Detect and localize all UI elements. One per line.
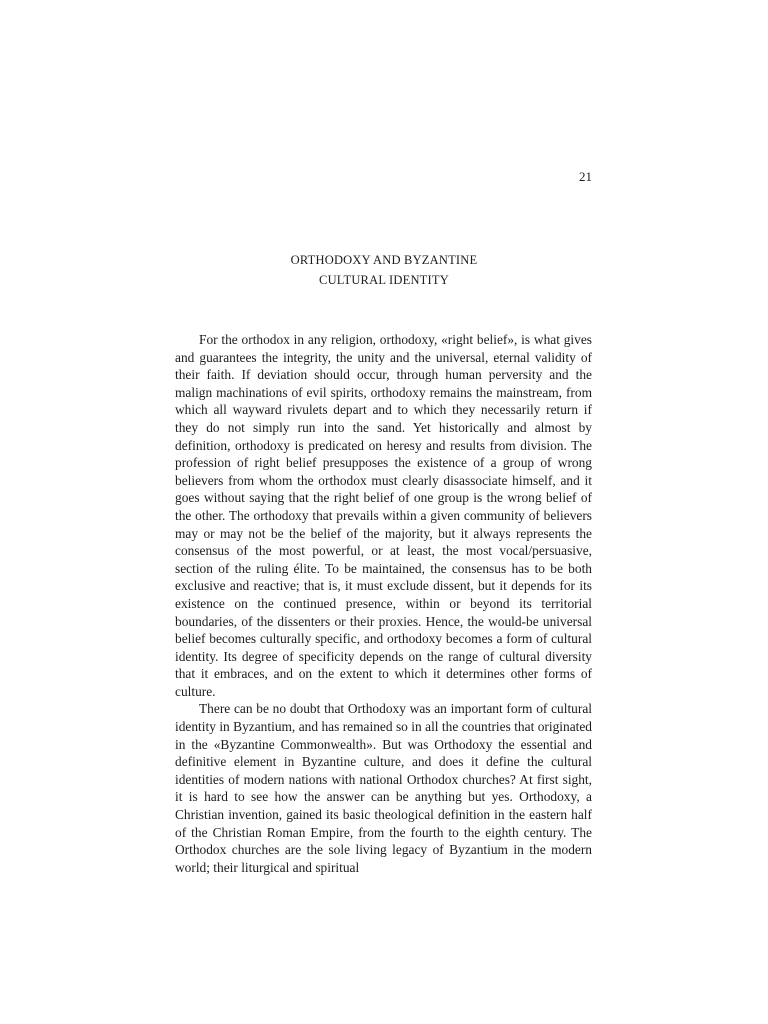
- paragraph-2: There can be no doubt that Orthodoxy was an important form of cultural identity in Byzantium, and has remained so in all the countries that originated in the «Byzantine Commonwealth». But was Orthodoxy the essential and definitive element in Byzantine culture, and does it define the cultural identities of modern nations with national Orthodox churches? At first sight, it is hard to see how the answer can be anything but yes. Orthodoxy, a Christian invention, gained its basic theological definition in the eastern half of the Christian Roman Empire, from the fourth to the eighth century. The Orthodox churches are the sole living legacy of Byzantium in the modern world; their liturgical and spiritual: [175, 701, 592, 875]
- chapter-title: [172, 250, 596, 290]
- body-text: [175, 331, 592, 876]
- chapter-title-line-1: ORTHODOXY AND BYZANTINE: [290, 253, 478, 267]
- chapter-title-line-2: CULTURAL IDENTITY: [319, 273, 449, 287]
- paragraph-1: For the orthodox in any religion, orthodoxy, «right belief», is what gives and guarantees the integrity, the unity and the universal, eternal validity of their faith. If deviation should occur, through human perversity and the malign machinations of evil spirits, orthodoxy remains the mainstream, from which all wayward rivulets depart and to which they necessarily return if they do not simply run into the sand. Yet historically and almost by definition, orthodoxy is predicated on heresy and results from division. The profession of right belief presupposes the existence of a group of wrong believers from whom the orthodox must clearly disassociate himself, and it goes without saying that the right belief of one group is the wrong belief of the other. The orthodoxy that prevails within a given community of believers may or may not be the belief of the majority, but it always represents the consensus of the most powerful, or at least, the most vocal/persuasive, section of the ruling élite. To be maintained, the consensus has to be both exclusive and reactive; that is, it must exclude dissent, but it depends for its existence on the continued presence, within or beyond its territorial boundaries, of the dissenters or their proxies. Hence, the would-be universal belief becomes culturally specific, and orthodoxy becomes a form of cultural identity. Its degree of specificity depends on the range of cultural diversity that it embraces, and on the extent to which it determines other forms of culture.: [175, 332, 592, 699]
- page-number: 21: [579, 169, 592, 184]
